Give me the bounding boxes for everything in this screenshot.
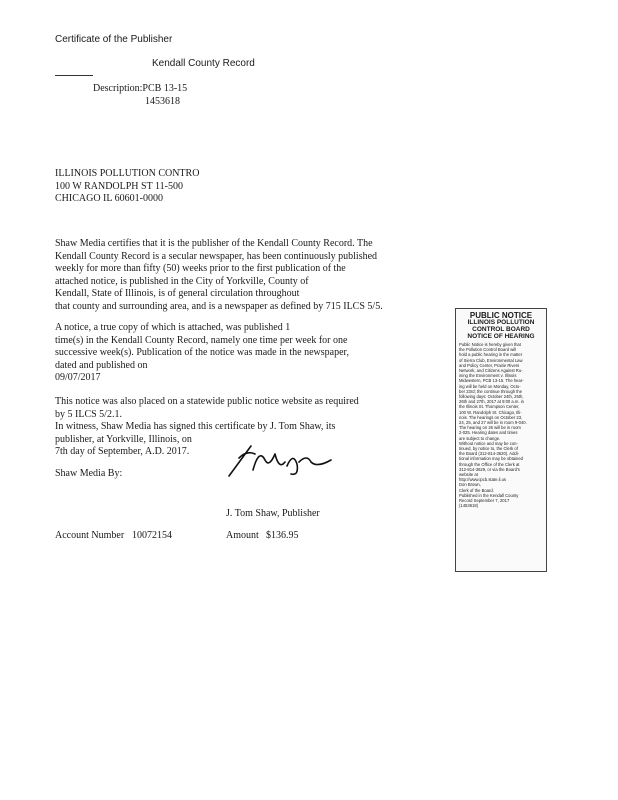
clipping-line: ing will be held on Monday, Octo- <box>459 383 521 389</box>
clipping-line: Without notice and may be con- <box>459 440 518 446</box>
publication-date: 09/07/2017 <box>55 372 101 383</box>
clipping-line: Don Brown, <box>459 482 481 488</box>
clipping-line: hold a public hearing in the matter <box>459 352 523 358</box>
amount-label: Amount <box>226 530 259 541</box>
paragraph-line: In witness, Shaw Media has signed this certificate by J. Tom Shaw, its <box>55 421 336 432</box>
paragraph-line: by 5 ILCS 5/2.1. <box>55 408 122 420</box>
addressee-line: ILLINOIS POLLUTION CONTRO <box>55 168 200 179</box>
signature-label: Shaw Media By: <box>55 468 123 479</box>
clipping-line: (1453618) <box>459 503 479 509</box>
addressee-block <box>55 168 199 206</box>
clipping-line: 26th and 27th, 2017 at 9:00 a.m. in <box>459 399 524 405</box>
clipping-line: Clerk of the Board. <box>459 487 494 493</box>
addressee-line: 100 W RANDOLPH ST 11-500 <box>55 180 183 192</box>
divider-line <box>55 75 93 76</box>
clipping-line: tional information may be obtained <box>459 456 524 462</box>
public-notice-clipping <box>455 308 547 572</box>
clipping-line: http://www.ipcb.state.il.us <box>459 477 507 483</box>
paragraph-line: weekly for more than fifty (50) weeks prior to the first publication of the <box>55 263 346 274</box>
paragraph-line: A notice, a true copy of which is attached, was published 1 <box>55 322 291 333</box>
clipping-line: following days: October 24th, 25th, <box>459 394 524 400</box>
newspaper-name: Kendall County Record <box>152 58 255 69</box>
clipping-line: ining the Environment v. Illinois <box>459 373 517 379</box>
clipping-line: Record September 7, 2017 <box>459 498 510 504</box>
clipping-line: through the Office of the Clerk at <box>459 461 520 467</box>
clipping-line: tinued, by notice to, the Clerk of <box>459 446 518 452</box>
clipping-line: ber 23rd; the continue through the <box>459 388 523 394</box>
clipping-line: the Illinois St. Thompson Center, <box>459 404 520 410</box>
certification-paragraph <box>55 238 383 313</box>
clipping-line: Public Notice is hereby given that <box>459 342 521 347</box>
clipping-subtitle: NOTICE OF HEARING <box>467 333 535 340</box>
clipping-line: Network, and Citizens Against Ru- <box>459 368 523 374</box>
paragraph-line: Shaw Media certifies that it is the publisher of the Kendall County Record. The <box>55 238 373 249</box>
clipping-line: are subject to change. <box>459 435 501 441</box>
clipping-line: of Sierra Club, Environmental Law <box>459 357 523 363</box>
clipping-line: website at <box>459 472 478 478</box>
clipping-line: nois. The hearings on October 23, <box>459 414 523 420</box>
clipping-line: Published in the Kendall County <box>459 492 519 498</box>
amount-value: $136.95 <box>266 530 299 541</box>
paragraph-line: dated and published on <box>55 359 148 371</box>
clipping-line: the Board (312-814-3620). Addi- <box>459 451 520 457</box>
paragraph-line: that county and surrounding area, and is a newspaper as defined by 715 ILCS 5/5. <box>55 300 383 312</box>
publication-paragraph <box>55 322 349 385</box>
clipping-line: 24, 25, and 27 will be in room 9-040. <box>459 420 527 426</box>
paragraph-line: attached notice, is published in the City of Yorkville, County of <box>55 275 309 287</box>
handwritten-signature <box>225 440 335 480</box>
paragraph-line: time(s) in the Kendall County Record, namely one time per week for one <box>55 334 348 346</box>
clipping-line: the Pollution Control Board will <box>459 347 517 353</box>
clipping-line: and Policy Center, Prairie Rivers <box>459 362 520 368</box>
clipping-line: 312-814-3629, or via the Board's <box>459 466 520 472</box>
account-number-label: Account Number <box>55 530 125 541</box>
description: Description:PCB 13-15 <box>93 83 188 94</box>
signer-name: J. Tom Shaw, Publisher <box>226 508 320 519</box>
paragraph-line: This notice was also placed on a statewide public notice website as required <box>55 396 359 407</box>
clipping-line: The hearing on 26 will be in room <box>459 425 521 431</box>
paragraph-line: Kendall, State of Illinois, is of general circulation throughout <box>55 288 300 299</box>
account-number: 10072154 <box>132 530 172 541</box>
paragraph-line: 7th day of September, A.D. 2017. <box>55 446 190 457</box>
clipping-subtitle: CONTROL BOARD <box>472 326 530 333</box>
clipping-line: 100 W. Randolph St. Chicago, Illi- <box>459 409 522 415</box>
clipping-subtitle: ILLINOIS POLLUTION <box>467 319 535 326</box>
clipping-line: 2-025. Hearing dates and times <box>459 430 518 436</box>
paragraph-line: Kendall County Record is a secular newspaper, has been continuously published <box>55 250 378 262</box>
addressee-line: CHICAGO IL 60601-0000 <box>55 193 163 204</box>
clipping-title: PUBLIC NOTICE <box>469 311 533 320</box>
clipping-line: Midwestern, PCB 13-15. The hear- <box>459 378 524 384</box>
reference-number: 1453618 <box>145 96 180 107</box>
paragraph-line: successive week(s). Publication of the notice was made in the newspaper, <box>55 347 349 358</box>
paragraph-line: publisher, at Yorkville, Illinois, on <box>55 433 192 445</box>
certificate-title: Certificate of the Publisher <box>55 34 173 45</box>
